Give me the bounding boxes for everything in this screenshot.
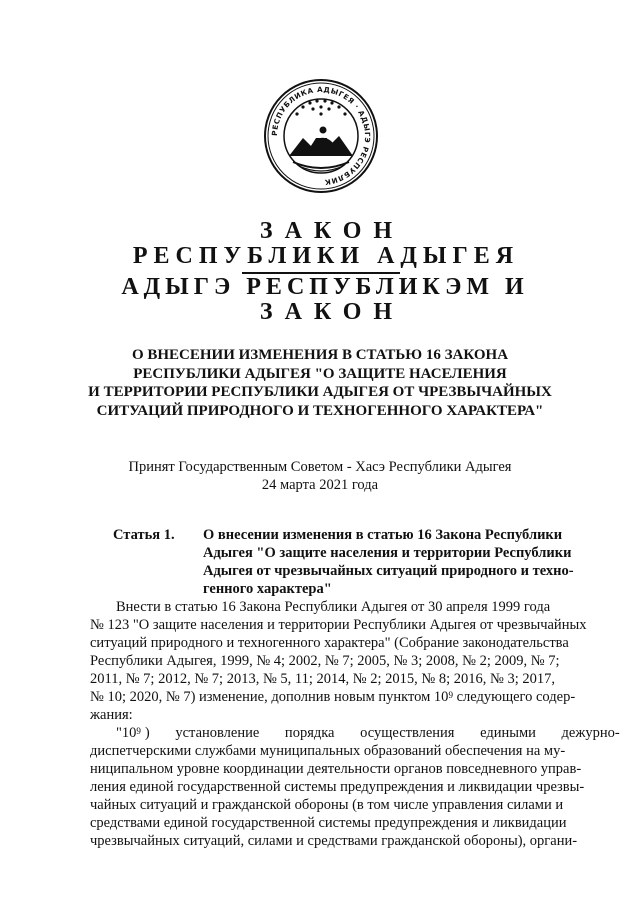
law-title-adyghe: ЗАКОН bbox=[259, 299, 405, 325]
subject-line: О ВНЕСЕНИИ ИЗМЕНЕНИЯ В СТАТЬЮ 16 ЗАКОНА bbox=[131, 347, 509, 363]
body-text-segment bbox=[116, 724, 141, 742]
republic-name-adyghe: АДЫГЭ РЕСПУБЛИКЭМ И bbox=[121, 274, 529, 300]
adopted-by: Принят Государственным Советом - Хасэ Республики Адыгея bbox=[128, 459, 512, 475]
article-title-line: О внесении изменения в статью 16 Закона Республики bbox=[203, 527, 563, 543]
body-text-segment: следующего содер- bbox=[452, 689, 576, 705]
article-label: Статья 1. bbox=[113, 527, 175, 543]
adoption-date: 24 марта 2021 года bbox=[261, 477, 379, 493]
emblem-icon bbox=[263, 78, 379, 194]
coat-of-arms-emblem bbox=[263, 78, 379, 194]
body-line bbox=[90, 688, 595, 706]
article-title bbox=[203, 526, 593, 598]
body-line: Республики Адыгея, 1999, № 4; 2002, № 7; 2005, № 3; 2008, № 2; 2009, № 7; bbox=[90, 653, 560, 669]
body-line: чайных ситуаций и гражданской обороны (в том числе управления силами и bbox=[90, 797, 564, 813]
article-title-line: Адыгея от чрезвычайных ситуаций природного и техно- bbox=[203, 563, 574, 579]
body-line: 2011, № 7; 2012, № 7; 2013, № 5, 11; 2014, № 2; 2015, № 8; 2016, № 3; 2017, bbox=[90, 671, 555, 687]
superscript: 9 bbox=[448, 690, 453, 700]
superscript: 9 bbox=[136, 726, 141, 736]
subject-line: СИТУАЦИЙ ПРИРОДНОГО И ТЕХНОГЕННОГО ХАРАКТЕРА" bbox=[96, 402, 544, 419]
body-line bbox=[90, 724, 620, 742]
article-title-line: Адыгея "О защите населения и территории Республики bbox=[203, 545, 572, 561]
body-line: диспетчерскими службами муниципальных образований обеспечения на му- bbox=[90, 743, 566, 759]
body-line: средствами единой государственной системы предупреждения и ликвидации bbox=[90, 815, 567, 831]
subject-line: РЕСПУБЛИКИ АДЫГЕЯ "О ЗАЩИТЕ НАСЕЛЕНИЯ bbox=[133, 365, 507, 382]
quote-start: "10 bbox=[116, 725, 137, 741]
adoption-info bbox=[0, 458, 640, 494]
body-text-segment: № 10; 2020, № 7) изменение, дополнив новым пунктом 10 bbox=[90, 689, 449, 705]
body-line: Внести в статью 16 Закона Республики Адыгея от 30 апреля 1999 года bbox=[116, 599, 551, 615]
article-title-line: генного характера" bbox=[203, 581, 332, 597]
republic-name: РЕСПУБЛИКИ АДЫГЕЯ bbox=[132, 243, 520, 269]
body-line: ситуаций природного и техногенного характера" (Собрание законодательства bbox=[90, 635, 569, 651]
body-line: ления единой государственной системы предупреждения и ликвидации чрезвы- bbox=[90, 779, 585, 795]
subject-line: И ТЕРРИТОРИИ РЕСПУБЛИКИ АДЫГЕЯ ОТ ЧРЕЗВЫЧАЙНЫХ bbox=[88, 384, 552, 400]
body-text-segment: ) установление порядка осуществления едиными дежурно- bbox=[144, 725, 620, 741]
body-line: жания: bbox=[90, 707, 133, 723]
law-title: ЗАКОН bbox=[259, 218, 405, 244]
body-line: № 123 "О защите населения и территории Республики Адыгея от чрезвычайных bbox=[90, 617, 587, 633]
emblem-ring-text: РЕСПУБЛИКА АДЫГЕЯ · АДЫГЭ РЕСПУБЛИК bbox=[269, 84, 373, 187]
body-line: ниципальном уровне координации деятельности органов повседневного управ- bbox=[90, 761, 582, 777]
law-subject bbox=[80, 346, 560, 420]
body-line: чрезвычайных ситуаций, силами и средствами гражданской обороны), органи- bbox=[90, 833, 578, 849]
article-body bbox=[90, 598, 620, 850]
